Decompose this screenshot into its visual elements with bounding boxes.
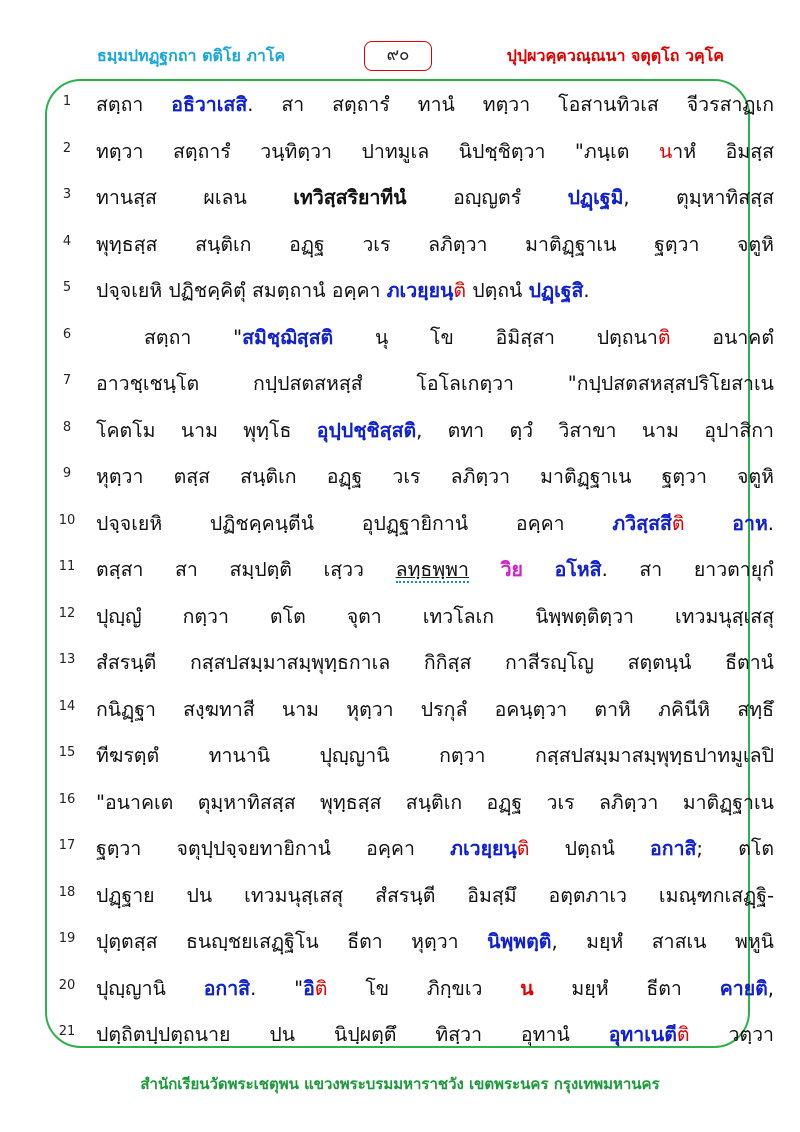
text-line [52, 826, 774, 872]
text-line [52, 268, 750, 314]
bold-term: เทวิสฺสริยาทีนํ [293, 186, 407, 209]
text-run: ปฏฺฐาย ปน เทวมนุสฺเสสุ สํสรนฺตี อิมสฺมึ อตฺตภาเว เมณฺฑกเสฏฺฐิ- [96, 883, 774, 907]
line-number: 21 [58, 1024, 76, 1039]
line-number: 12 [58, 605, 76, 621]
particle-highlight: น [520, 976, 534, 1000]
text-run: หุตฺวา ตสฺส สนฺติเก อฏฺฐ วเร ลภิตฺวา มาติฏฺฐาเน ฐตฺวา จตูหิ [96, 465, 774, 488]
text-line [52, 501, 774, 547]
text-run: สตฺถา [96, 93, 172, 116]
text-run: . [583, 279, 590, 302]
text-run: . สา สตฺถารํ ทานํ ทตฺวา โอสานทิวเส จีวรสาฏเก [247, 93, 774, 116]
text-run: , [767, 976, 774, 1000]
underlined-word: ลทฺธพฺพา [395, 558, 469, 581]
particle-highlight: ติ [516, 837, 530, 860]
text-run: ปตฺถนํ [529, 837, 651, 860]
line-number: 1 [62, 94, 72, 109]
text-run: นุ โข อิมิสฺสา ปตฺถนา [333, 325, 658, 349]
line-number: 14 [58, 698, 76, 714]
pali-keyword: คายติ [719, 976, 768, 1000]
pali-keyword: นิพฺพตฺติ [487, 930, 552, 953]
text-line [52, 454, 774, 500]
line-number: 19 [58, 931, 76, 946]
pali-keyword: อิ [303, 976, 315, 1000]
particle-highlight: ติ [453, 279, 467, 302]
line-number: 16 [58, 791, 76, 807]
line-text [96, 82, 774, 128]
line-text [96, 129, 774, 175]
particle-highlight: น [658, 139, 673, 163]
pali-keyword: ปฏฺเฐมิ [567, 186, 624, 209]
text-run: ปจฺจเยหิ ปฏิชคฺคิตุํ สมตฺถานํ อคฺคา [96, 279, 387, 302]
line-text [96, 640, 774, 686]
text-run: าหํ อิมสฺส [672, 139, 774, 163]
text-run: อญฺญตรํ [406, 186, 568, 209]
pali-keyword: ภเวยฺยนฺ [450, 837, 517, 860]
line-text [96, 1012, 774, 1058]
line-number: 6 [62, 326, 72, 342]
text-line [52, 966, 774, 1012]
line-text [96, 547, 774, 593]
particle-highlight: ติ [657, 325, 671, 349]
pali-keyword: อโหสิ [554, 558, 602, 581]
line-number: 20 [58, 977, 76, 993]
text-line [52, 919, 774, 965]
text-run: "อนาคเต ตุมฺหาทิสสฺส พุทฺธสฺส สนฺติเก อฏฺฐ วเร ลภิตฺวา มาติฏฺฐาเน [96, 790, 774, 814]
text-line [52, 408, 774, 454]
particle-highlight: ติ [671, 511, 685, 535]
text-run: อาวชฺเชนฺโต กปฺปสตสหสฺสํ โอโลเกตฺวา "กปฺปสตสหสฺสปริโยสาเน [96, 372, 774, 395]
line-text [144, 315, 774, 361]
text-run: มยฺหํ ธีตา [533, 976, 720, 1000]
pali-keyword: ภวิสฺสสี [612, 511, 672, 535]
line-number: 8 [62, 419, 72, 435]
particle-highlight: ติ [676, 1023, 690, 1046]
text-line [52, 315, 774, 361]
text-run: กนิฏฺฐา สงฺฆทาสี นาม หุตฺวา ปรกุลํ อคนฺตฺวา ตาหิ ภคินีหิ สทฺธึ [96, 697, 774, 721]
text-line [52, 129, 774, 175]
line-number: 9 [62, 466, 72, 481]
text-run: ทตฺวา สตฺถารํ วนฺทิตฺวา ปาทมูเล นิปชฺชิตฺวา "ภนฺเต [96, 139, 659, 163]
text-run: , ตทา ตฺวํ วิสาขา นาม อุปาสิกา [416, 418, 774, 442]
running-title-right: ปุปฺผวคฺควณฺณนา จตุตฺโถ วคฺโค [506, 46, 724, 65]
line-number: 15 [58, 745, 76, 760]
text-line [52, 1012, 774, 1058]
text-run: ปตฺถนํ [466, 279, 529, 302]
text-run: พุทฺธสฺส สนฺติเก อฏฺฐ วเร ลภิตฺวา มาติฏฺฐาเน ฐตฺวา จตูหิ [96, 232, 774, 256]
text-run: ฐตฺวา จตุปฺปจฺจยทายิกานํ อคฺคา [96, 837, 451, 860]
line-number: 7 [62, 373, 72, 388]
line-text [96, 175, 774, 221]
text-run: ปจฺจเยหิ ปฏิชคฺคนฺตีนํ อุปฏฺฐายิกานํ อคฺคา [96, 511, 613, 535]
text-run: สํสรนฺตี กสฺสปสมฺมาสมฺพุทฺธกาเล กิกิสฺส กาสีรญฺโญ สตฺตนฺนํ ธีตานํ [96, 651, 774, 674]
text-line [52, 547, 774, 593]
text-line [52, 687, 774, 733]
pali-keyword: อกาสิ [203, 976, 251, 1000]
text-run: ; ตโต [696, 837, 774, 860]
pali-keyword: อธิวาเสสิ [171, 93, 248, 116]
text-run: . " [250, 976, 304, 1000]
line-text [96, 594, 774, 640]
text-run: ทานสฺส ผเลน [96, 186, 294, 209]
text-run: ปตฺถิตปฺปตฺถนาย ปน นิปฺผตฺตึ ทิสฺวา อุทานํ [96, 1023, 609, 1046]
line-text [96, 361, 774, 407]
line-number: 3 [62, 187, 72, 202]
line-number: 13 [58, 652, 76, 667]
pali-keyword: ปฏฺเฐสิ [528, 279, 584, 302]
line-text [96, 268, 774, 314]
text-run: ปุญฺญํ กตฺวา ตโต จุตา เทวโลเก นิพฺพตฺติตฺวา เทวมนุสฺเสสุ [96, 604, 774, 628]
line-text [96, 966, 774, 1012]
text-run: ตสฺสา สา สมฺปตฺติ เสฺวว [96, 558, 396, 581]
text-line [52, 733, 774, 779]
text-run [469, 558, 501, 581]
page-number: ๙๐ [386, 45, 410, 65]
text-run: ปุญฺญานิ [96, 976, 204, 1000]
text-line [52, 594, 774, 640]
pali-keyword: อุทาเนตี [608, 1023, 677, 1046]
line-text [96, 501, 774, 547]
line-text [96, 780, 774, 826]
text-line [52, 361, 774, 407]
text-line [52, 640, 774, 686]
text-run: , มยฺหํ สาสเน พหูนิ [551, 930, 774, 953]
line-number: 5 [62, 280, 72, 295]
text-run: โคตโม นาม พุทฺโธ [96, 418, 317, 442]
pali-keyword: อาห [732, 511, 768, 535]
particle-highlight: ติ [314, 976, 328, 1000]
text-line [52, 780, 774, 826]
line-number: 17 [58, 838, 76, 853]
text-run: ปุตฺตสฺส ธนญฺชยเสฏฺฐิโน ธีตา หุตฺวา [96, 930, 488, 953]
text-run: , ตุมฺหาทิสสฺส [623, 186, 774, 209]
line-text [96, 919, 774, 965]
page-number-box [364, 41, 432, 71]
line-text [96, 222, 774, 268]
footer-institution: สำนักเรียนวัดพระเชตุพน แขวงพระบรมมหาราชวัง เขตพระนคร กรุงเทพมหานคร [140, 1075, 660, 1093]
text-run: วตฺวา [689, 1023, 774, 1046]
text-run [523, 558, 555, 581]
pali-keyword: อกาสิ [650, 837, 697, 860]
line-number: 4 [62, 233, 72, 249]
text-run [685, 512, 733, 535]
text-run: สตฺถา " [144, 325, 243, 349]
text-run: อนาคตํ [670, 325, 774, 349]
line-text [96, 687, 774, 733]
text-run: โข ภิกฺขเว [327, 976, 521, 1000]
text-line [52, 222, 774, 268]
text-run: . [767, 511, 774, 535]
pali-keyword: สมิชฺฌิสฺสติ [242, 325, 334, 349]
text-run: ทีฆรตฺตํ ทานานิ ปุญฺญานิ กตฺวา กสฺสปสมฺมาสมฺพุทฺธปาทมูเลปิ [96, 744, 774, 767]
line-text [96, 873, 774, 919]
comparison-particle: วิย [500, 558, 523, 581]
text-line [52, 175, 774, 221]
pali-keyword: อุปฺปชฺชิสฺสติ [316, 418, 417, 442]
line-number: 18 [58, 884, 76, 900]
line-text [96, 454, 774, 500]
line-text [96, 826, 774, 872]
line-number: 11 [58, 559, 76, 574]
pali-keyword: ภเวยฺยนฺ [386, 279, 454, 302]
text-line [52, 82, 774, 128]
line-number: 2 [62, 140, 72, 156]
running-title-left: ธมฺมปทฏฺฐกถา ตติโย ภาโค [97, 46, 286, 65]
line-text [96, 408, 774, 454]
text-run: . สา ยาวตายุกํ [601, 558, 774, 581]
text-line [52, 873, 774, 919]
line-number: 10 [58, 512, 76, 528]
line-text [96, 733, 774, 779]
